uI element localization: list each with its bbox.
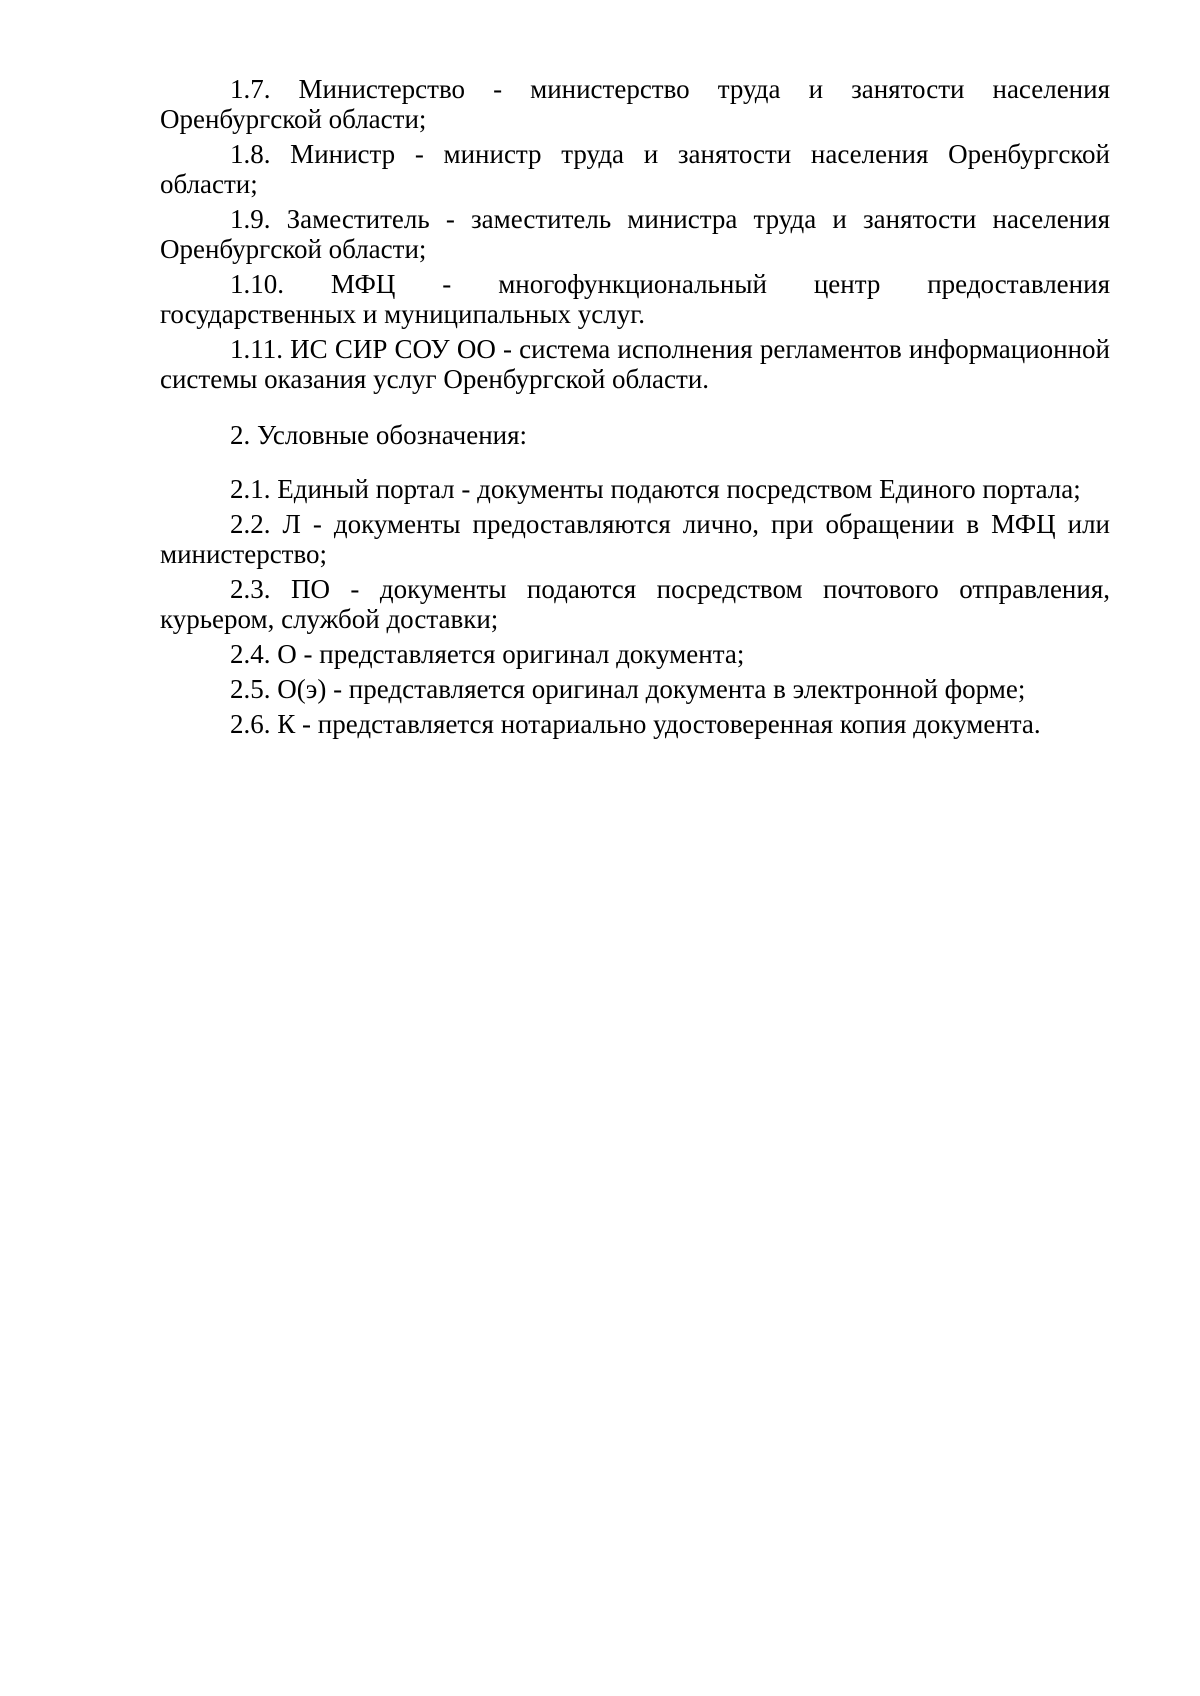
document-body (160, 74, 1110, 744)
notation-2-4: 2.4. О - представляется оригинал документа; (230, 639, 745, 669)
definition-1-7: 1.7. Министерство - министерство труда и занятости населения Оренбургской области; (160, 74, 1110, 134)
notation-2-3: 2.3. ПО - документы подаются посредством почтового отправления, курьером, службой доставки; (160, 574, 1110, 634)
notation-2-6: 2.6. К - представляется нотариально удостоверенная копия документа. (230, 709, 1041, 739)
definition-1-11: 1.11. ИС СИР СОУ ОО - система исполнения регламентов информационной системы оказания услуг Оренбургской области. (160, 334, 1110, 394)
notation-2-5: 2.5. О(э) - представляется оригинал документа в электронной форме; (230, 674, 1026, 704)
definition-1-10: 1.10. МФЦ - многофункциональный центр предоставления государственных и муниципальных услуг. (160, 269, 1110, 329)
definition-1-8: 1.8. Министр - министр труда и занятости населения Оренбургской области; (160, 139, 1110, 199)
notation-2-2: 2.2. Л - документы предоставляются лично, при обращении в МФЦ или министерство; (160, 509, 1110, 569)
notation-2-1: 2.1. Единый портал - документы подаются посредством Единого портала; (230, 474, 1081, 504)
section-heading-notations: 2. Условные обозначения: (230, 420, 528, 450)
definition-1-9: 1.9. Заместитель - заместитель министра труда и занятости населения Оренбургской области; (160, 204, 1110, 264)
